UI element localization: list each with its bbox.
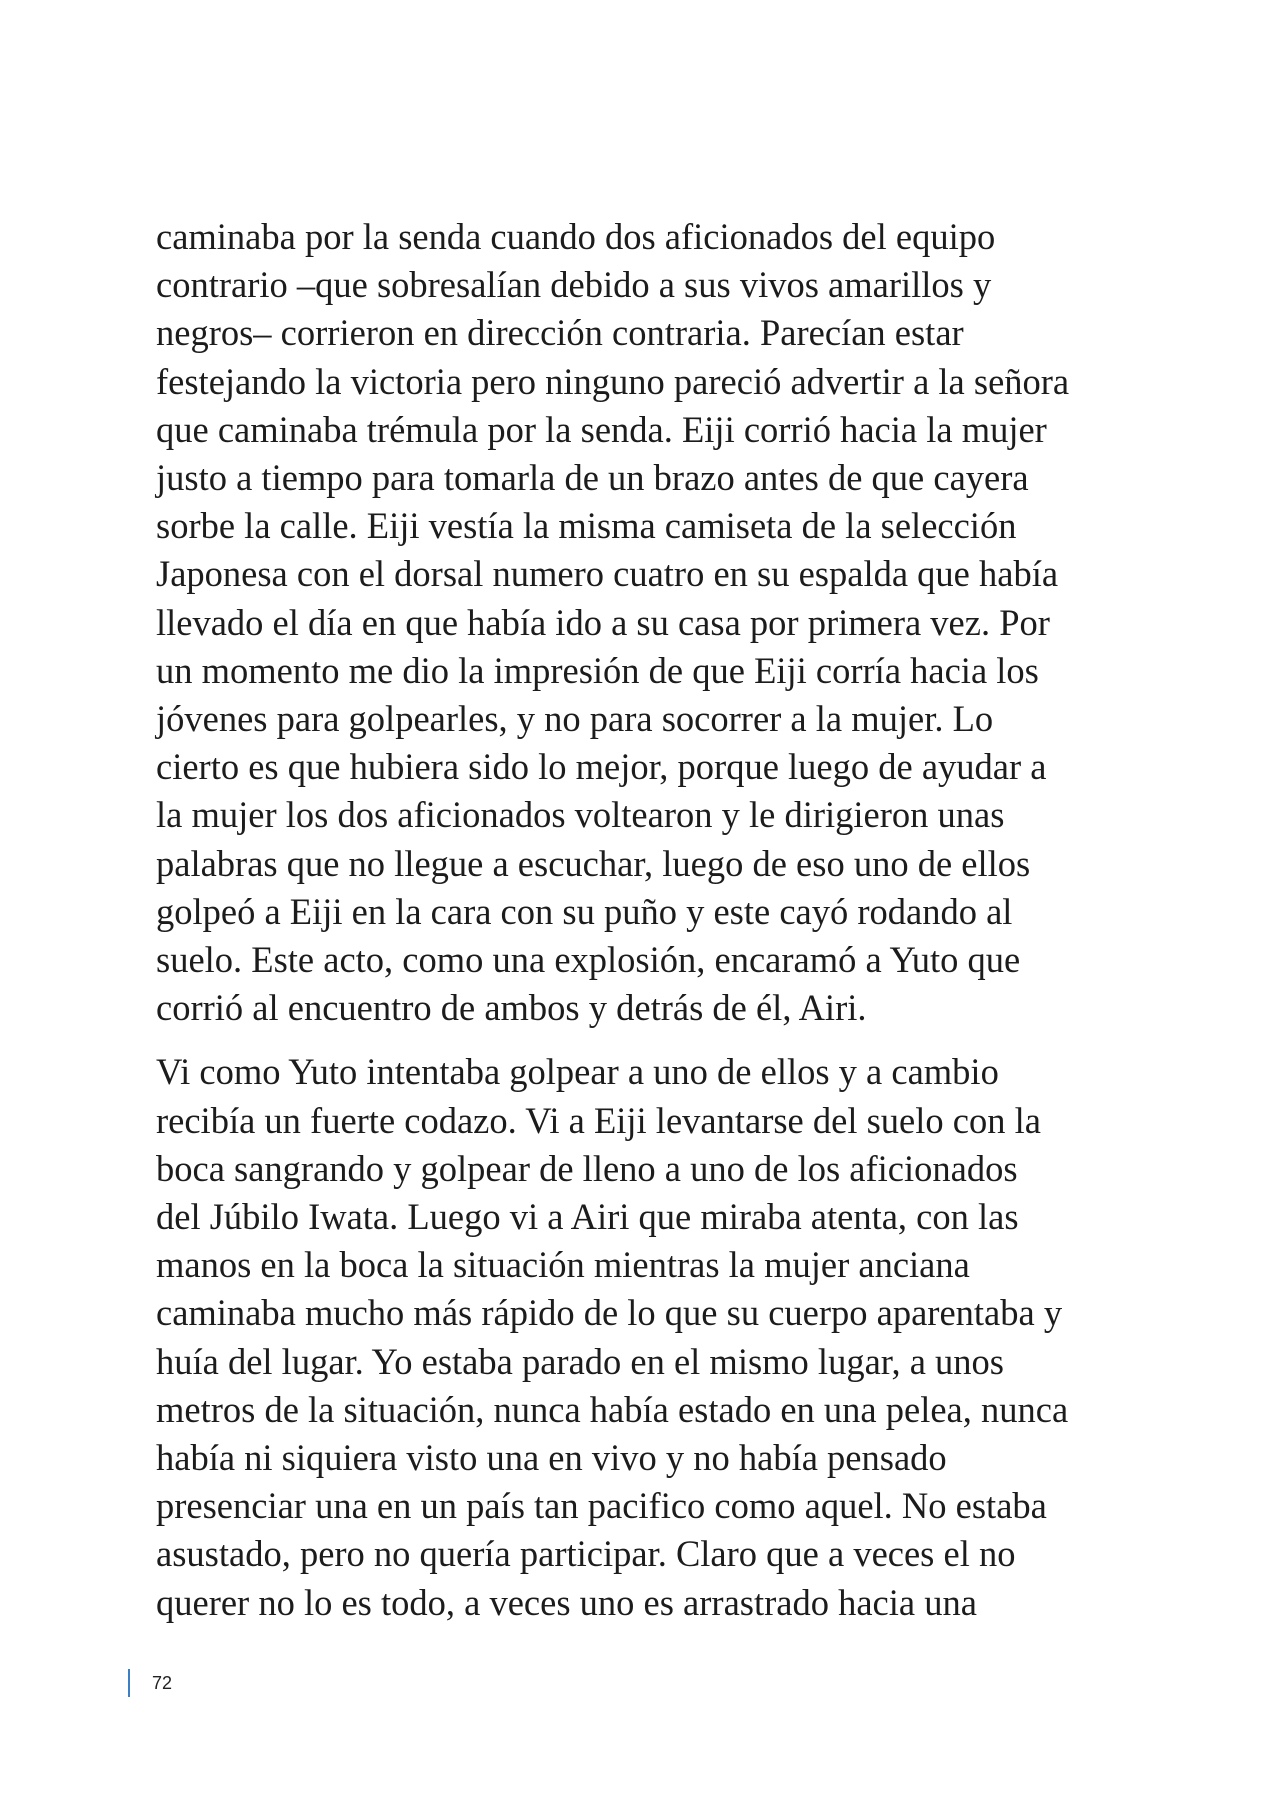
text-line: justo a tiempo para tomarla de un brazo antes de que cayera [156,457,1029,499]
text-line: había ni siquiera visto una en vivo y no había pensado [156,1437,947,1479]
text-line: festejando la victoria pero ninguno pareció advertir a la señora [156,360,1070,402]
text-line: huía del lugar. Yo estaba parado en el mismo lugar, a unos [156,1340,1005,1382]
text-line: Japonesa con el dorsal numero cuatro en su espalda que había [156,553,1059,595]
text-line: Vi como Yuto intentaba golpear a uno de ellos y a cambio [156,1051,999,1093]
text-line: manos en la boca la situación mientras la mujer anciana [156,1244,970,1286]
text-line: presenciar una en un país tan pacifico como aquel. No estaba [156,1485,1047,1527]
text-line: del Júbilo Iwata. Luego vi a Airi que miraba atenta, con las [156,1196,1019,1238]
text-line: querer no lo es todo, a veces uno es arrastrado hacia una [156,1581,977,1623]
text-line: negros– corrieron en dirección contraria. Parecían estar [156,312,964,354]
text-line: la mujer los dos aficionados voltearon y le dirigieron unas [156,794,1005,836]
text-line: sorbe la calle. Eiji vestía la misma camiseta de la selección [156,505,1017,547]
text-line: contrario –que sobresalían debido a sus vivos amarillos y [156,264,992,306]
paragraph [156,213,1156,1032]
footer-accent-bar [128,1669,130,1697]
text-line: boca sangrando y golpear de lleno a uno de los aficionados [156,1147,1018,1189]
text-line: caminaba por la senda cuando dos aficionados del equipo [156,216,996,257]
text-line: que caminaba trémula por la senda. Eiji corrió hacia la mujer [156,408,1047,450]
text-line: caminaba mucho más rápido de lo que su cuerpo aparentaba y [156,1292,1063,1334]
text-line: un momento me dio la impresión de que Eiji corría hacia los [156,649,1039,691]
page-footer [128,1668,172,1698]
text-line: corrió al encuentro de ambos y detrás de él, Airi. [156,987,867,1029]
text-line: metros de la situación, nunca había estado en una pelea, nunca [156,1388,1069,1430]
paragraph [156,1048,1156,1626]
page-body-text [156,213,1156,1627]
text-line: recibía un fuerte codazo. Vi a Eiji levantarse del suelo con la [156,1099,1041,1141]
text-line: llevado el día en que había ido a su casa por primera vez. Por [156,601,1050,643]
page-number: 72 [152,1672,173,1693]
text-line: cierto es que hubiera sido lo mejor, porque luego de ayudar a [156,746,1047,788]
text-line: jóvenes para golpearles, y no para socorrer a la mujer. Lo [156,698,994,740]
text-line: palabras que no llegue a escuchar, luego de eso uno de ellos [156,842,1031,884]
text-line: suelo. Este acto, como una explosión, encaramó a Yuto que [156,939,1021,981]
text-line: golpeó a Eiji en la cara con su puño y este cayó rodando al [156,890,1013,932]
text-line: asustado, pero no quería participar. Claro que a veces el no [156,1533,1016,1575]
